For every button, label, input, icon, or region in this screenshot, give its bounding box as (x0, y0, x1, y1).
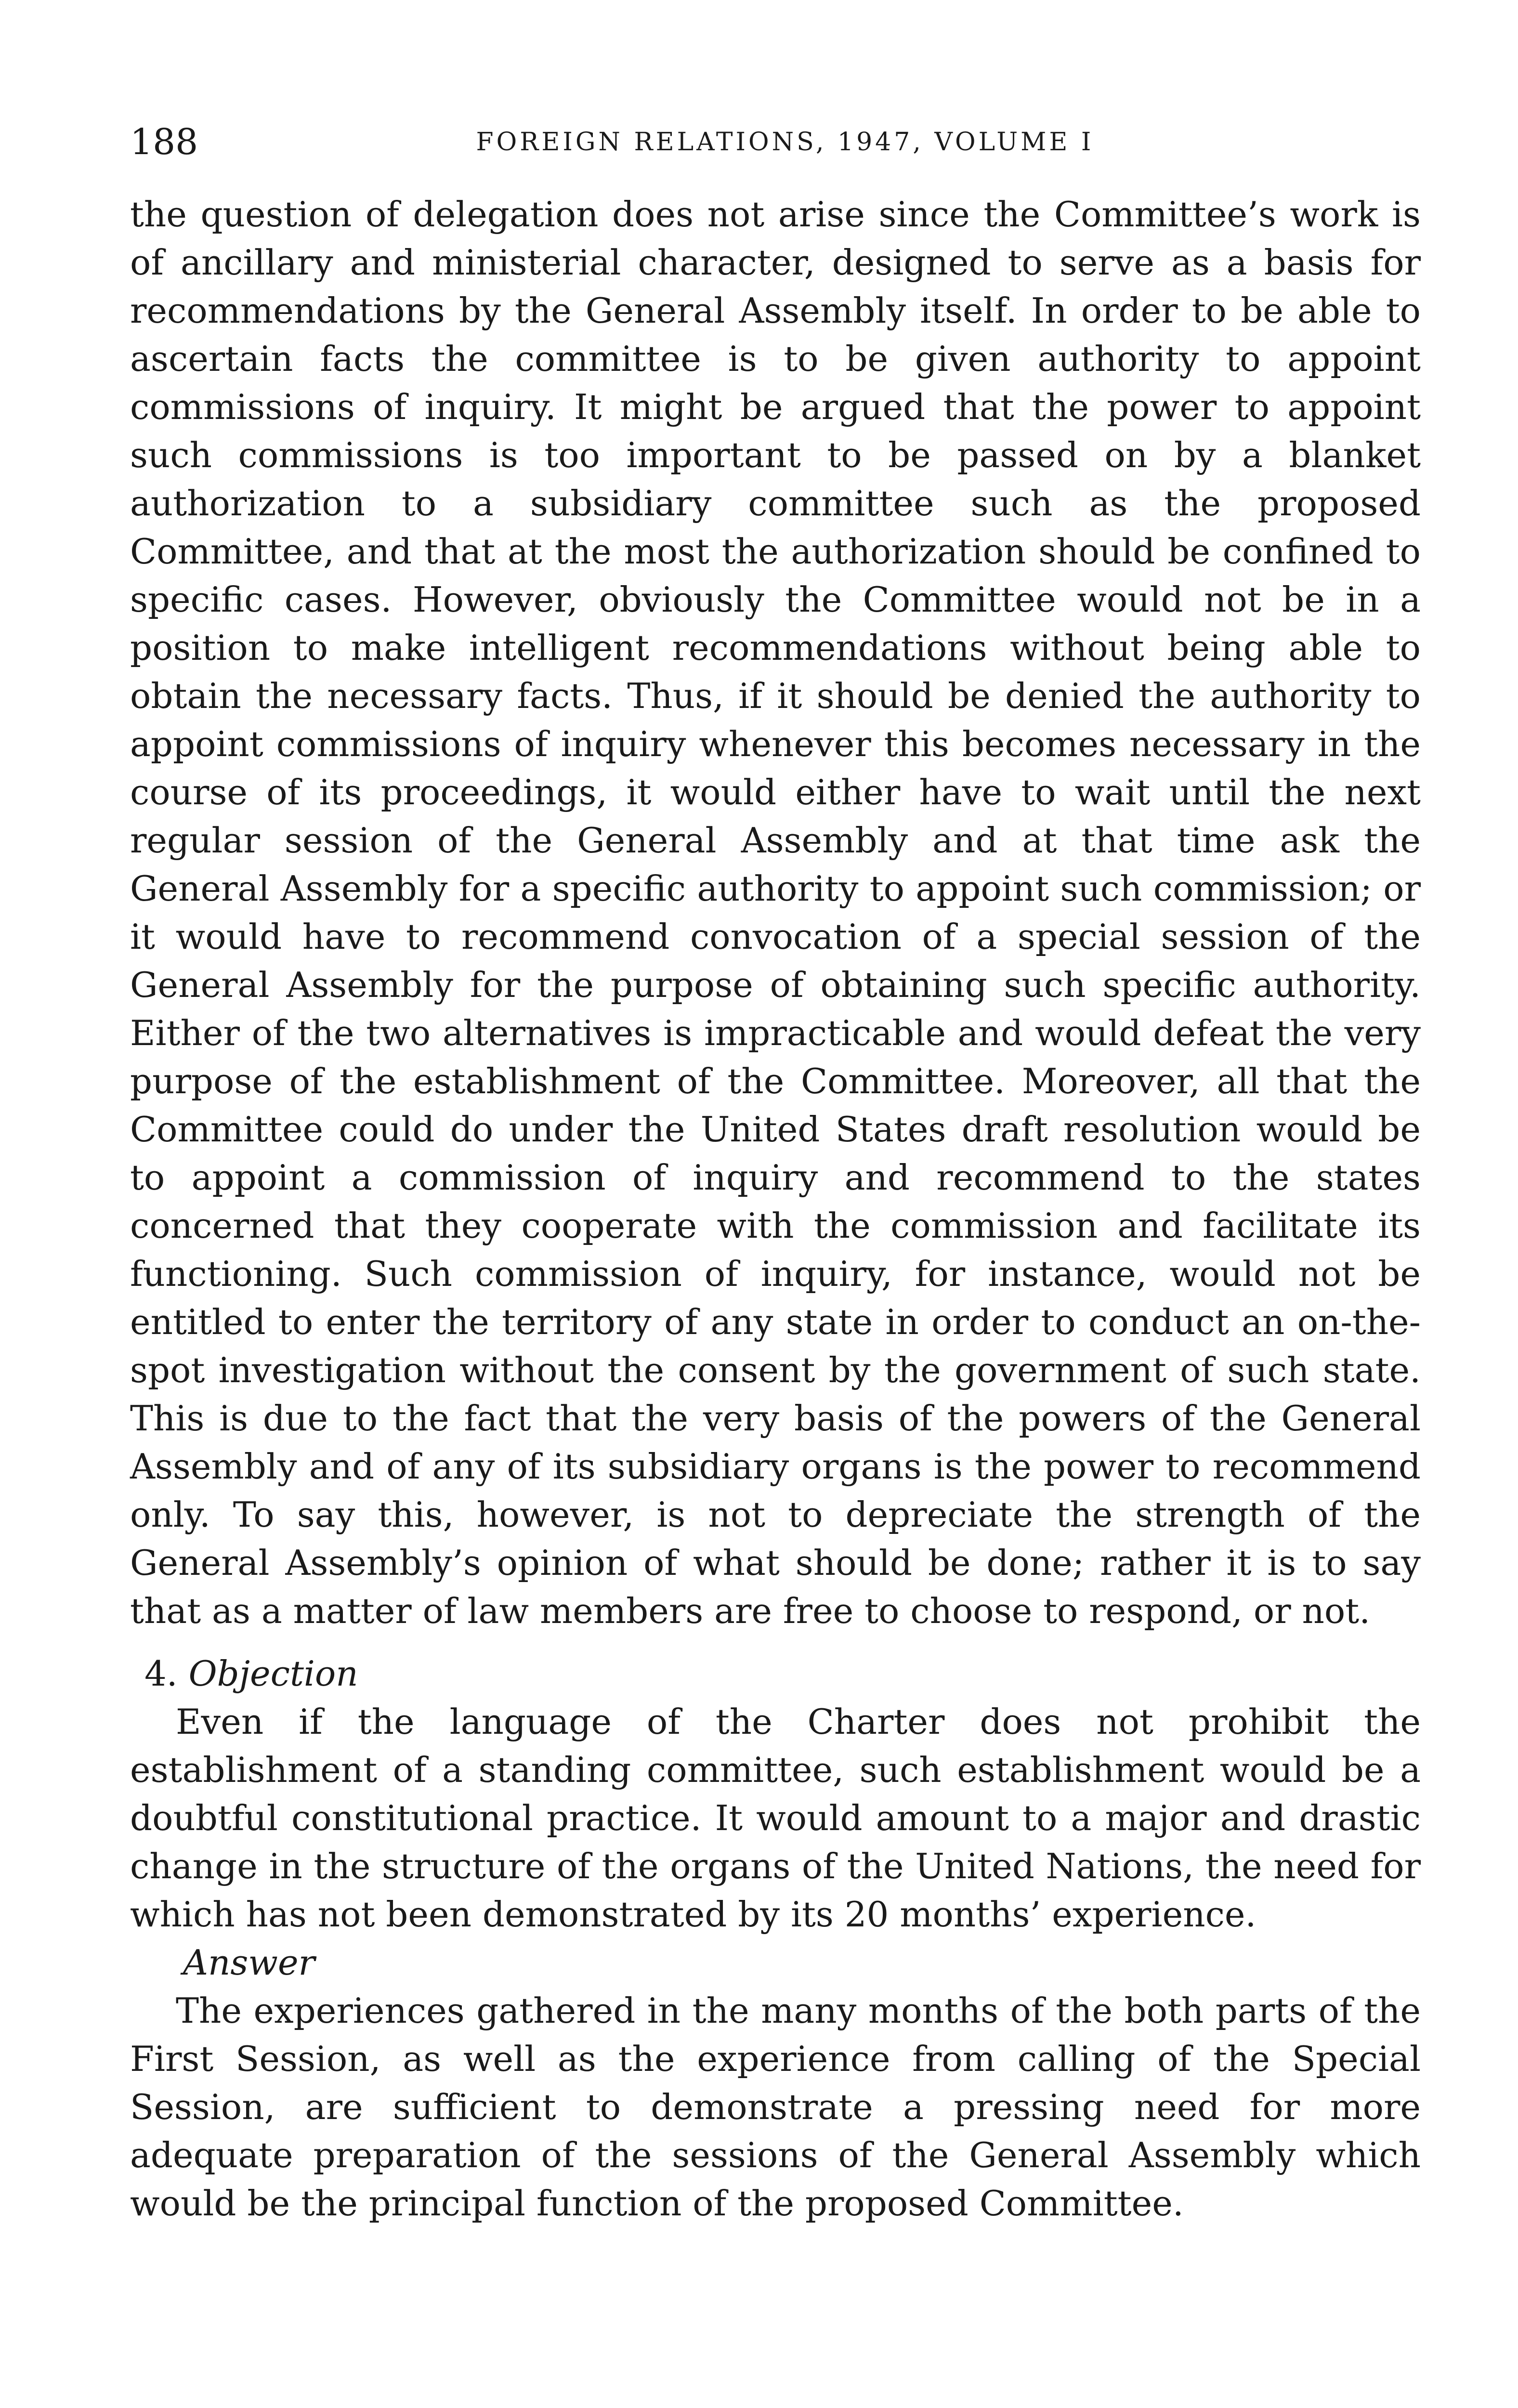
objection-paragraph: Even if the language of the Charter does not prohibit the establishment of a standing committee, such establishment would be a doubtful constitutional practice. It would amount to a major and drastic change in the structure of the organs of the United Nations, the need for which has not been demonstrated by its 20 months’ experience. (130, 1701, 1421, 1935)
continued-paragraph: the question of delegation does not arise since the Committee’s work is of ancillary and ministerial character, designed to serve as a basis for recommendations by the General Assembly itself. In order to be able to ascertain facts the committee is to be given authority to appoint commissions of inquiry. It might be argued that the power to appoint such commissions is too important to be passed on by a blanket authorization to a subsidiary committee such as the proposed Committee, and that at the most the authorization should be confined to specific cases. However, obviously the Committee would not be in a position to make intelligent recommendations without being able to obtain the necessary facts. Thus, if it should be denied the authority to appoint commissions of inquiry whenever this becomes necessary in the course of its proceedings, it would either have to wait until the next regular session of the General Assembly and at that time ask the General Assembly for a specific authority to appoint such commission; or it would have to recommend convocation of a special session of the General Assembly for the purpose of obtaining such specific authority. Either of the two alternatives is impracticable and would defeat the very purpose of the establishment of the Committee. Moreover, all that the Committee could do under the United States draft resolution would be to appoint a commission of inquiry and recommend to the states concerned that they cooperate with the commission and facilitate its functioning. Such commission of inquiry, for instance, would not be entitled to enter the territory of any state in order to conduct an on-the-spot investigation without the consent by the government of such state. This is due to the fact that the very basis of the powers of the General Assembly and of any of its subsidiary organs is the power to recommend only. To say this, however, is not to depreciate the strength of the General Assembly’s opinion of what should be done; rather it is to say that as a matter of law members are free to choose to respond, or not. (130, 194, 1421, 1631)
answer-heading: Answer (183, 1942, 315, 1983)
running-title: FOREIGN RELATIONS, 1947, VOLUME I (476, 128, 1094, 157)
section-number: 4. (144, 1653, 178, 1694)
answer-paragraph: The experiences gathered in the many months of the both parts of the First Session, as well as the experience from calling of the Special Session, are sufficient to demonstrate a pressing need for more adequate preparation of the sessions of the General Assembly which would be the principal function of the proposed Committee. (130, 1990, 1421, 2224)
objection-heading (144, 1649, 1421, 1698)
page-header (130, 118, 1421, 171)
page-number: 188 (130, 121, 198, 163)
objection-label: Objection (188, 1653, 358, 1694)
body-text (130, 190, 1421, 2227)
